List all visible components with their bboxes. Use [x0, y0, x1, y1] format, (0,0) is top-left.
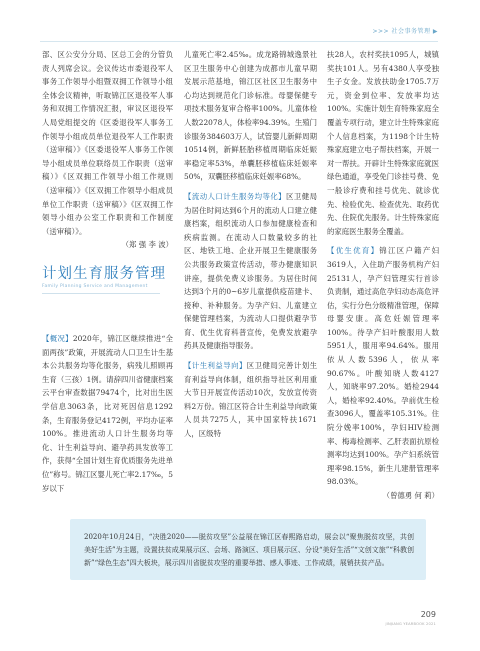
text-overview: 2020年，锦江区继续推进“全面两孩”政策，开展流动人口卫生计生基本公共服务均等化服务，病残儿照顾再生育（三孩）1例。请辞四川省健康档案云平台审查数据79474个，比对出生医学信息3063条，比对死因信息1292条，生育服务登记4172例，平均办证率100%。推进流动人口计生服务均等化、计生利益导向、避孕药具发放等工作，获得“全国计划生育优质服务先进单位”称号。锦江区婴儿死亡率2.17‰，5岁以下 [42, 334, 173, 493]
text-eugenics: 锦江区户籍产妇3619人，入住助产服务机构产妇25131人，孕产妇管理实行首诊负责制，通过高危孕妇动态高危评估，实行分色分级精准管理，保障母婴安康。高危妊娠管理率100%。待孕产妇叶酸服用人数5951人，服用率94.64%。服用依从人数5396人，依从率90.67%。叶酸知晓人数4127人，知晓率97.20%。婚检2944人，婚检率92.40%。孕前优生检查3096人，覆盖率105.31%。住院分娩率100%，孕妇HIV检测率、梅毒检测率、乙肝表面抗原检测率均达到100%。孕产妇系统管理率98.15%，新生儿建册管理率98.03%。 [327, 246, 439, 487]
paragraph-meeting: 部、区公安分分局、区总工会的分管负责人列席会议。会议传达市委退役军人事务工作领导小组暨双拥工作领导小组全体会议精神，听取锦江区退役军人事务和双拥工作情况汇报，审议区退役军人局党组提交的《区委退役军人事务工作领导小组成员单位退役军人工作职责（送审稿）》《区委退役军人事务工作领导小组成员单位联络员工作职责（送审稿）》《区双拥工作领导小组工作规则（送审稿）》《区双拥工作领导小组成员单位工作职责（送审稿）》《区双拥工作领导小组办公室工作职责和工作制度（送审稿）》。 [42, 50, 173, 236]
column-right [327, 48, 439, 503]
banner-divider [42, 293, 160, 294]
caption-text: 2020年10月24日，“决胜2020——脱贫攻坚”公益展在锦江区春熙路启动，展会以“聚焦脱贫攻坚，共创美好生活”为主题，设置扶贫成果展示区、会场、路演区、项目展示区、分设“美好生活”“文创文旅”“科教创新”“绿色生态”四大板块，展示四川省脱贫攻坚的重要举措、感人事迹、工作成绩，展销扶贫产品。 [84, 533, 414, 567]
text-floating-population: 区卫健局为居住时间达到6个月的流动人口建立健康档案，组织流动人口参加健康检查和疾病监测。在流动人口数量较多的社区、地铁工地、企业开展卫生健康服务公共服务政策宣传活动，带办健康知识讲座，提供免费义诊服务。为居住时间达到3个月的0~6岁儿童提供疫苗建卡、接种、补种服务。为孕产妇、儿童建立保健管理档案，为流动人口提供避孕节育、优生优育科普宣传，免费发放避孕药具及健康指导服务。 [184, 191, 317, 351]
section-subtitle: Family Planning Service and Management [42, 284, 148, 289]
author-signature-right: （曾德勇 何 莉） [382, 491, 439, 500]
column-left [42, 48, 173, 252]
section-banner [42, 265, 173, 294]
paragraph-benefit-guidance [184, 359, 317, 441]
column-left-lower [42, 332, 173, 495]
footer-subtitle: JINJIANG YEARBOOK 2021 [385, 622, 436, 626]
paragraph-overview [42, 332, 173, 495]
heading-overview: 【概况】 [42, 334, 73, 343]
text-benefit-guidance: 区卫健局完善计划生育利益导向体制，组织指导社区利用重大节日开展宣传活动10次，发放宣传资料2万份。锦江区符合计生利益导向政策人员共7275人，其中国家特扶1671人，区级特 [184, 361, 317, 439]
paragraph-child-health: 儿童死亡率2.45‰。成龙路锦城逸景社区卫生服务中心创建为成都市儿童早期发展示范基地，锦江区社区卫生服务中心均达到规范化门诊标准。母婴保健专项技术服务复审合格率100%。儿童体检人数22078人，体检率94.39%。生殖门诊服务384603万人，试管婴儿新鲜周期10514例，新鲜胚胎移植周期临床妊娠率稳定率53%，单囊胚移植临床妊娠率50%，双囊胚移植临床妊娠率68%。 [184, 50, 317, 182]
column-middle [184, 48, 317, 441]
photo-caption-box [70, 519, 426, 580]
page-number: 209 [420, 610, 436, 619]
author-signature: （郑 强 李 波） [121, 240, 173, 250]
section-title: 计划生育服务管理 [42, 266, 166, 282]
running-header: >>> 社会事务管理 ▶ [372, 28, 438, 35]
header-divider [40, 41, 438, 42]
paragraph-eugenics [327, 244, 439, 489]
paragraph-floating-population [184, 190, 317, 353]
paragraph-support: 扶28人，农村奖扶1095人，城镇奖扶101人。另有4380人享受独生子女金。发放扶助金1705.7万元，资金到位率、发放率均达100%。实施计划生育特殊家庭全覆盖专项行动，建立计生特殊家庭个人信息档案，为1198个计生特殊家庭建立电子帮扶档案，开展一对一帮扶。开辟计生特殊家庭就医绿色通道，享受免门诊挂号费、免一般诊疗费和挂号优先、就诊优先、检验优先、检查优先、取药优先、住院优先服务。计生特殊家庭的家庭医生服务全覆盖。 [327, 50, 439, 236]
heading-eugenics: 【优生优育】 [327, 246, 380, 256]
heading-benefit-guidance: 【计生利益导向】 [184, 361, 247, 371]
heading-floating-population: 【流动人口计生服务均等化】 [184, 191, 287, 201]
